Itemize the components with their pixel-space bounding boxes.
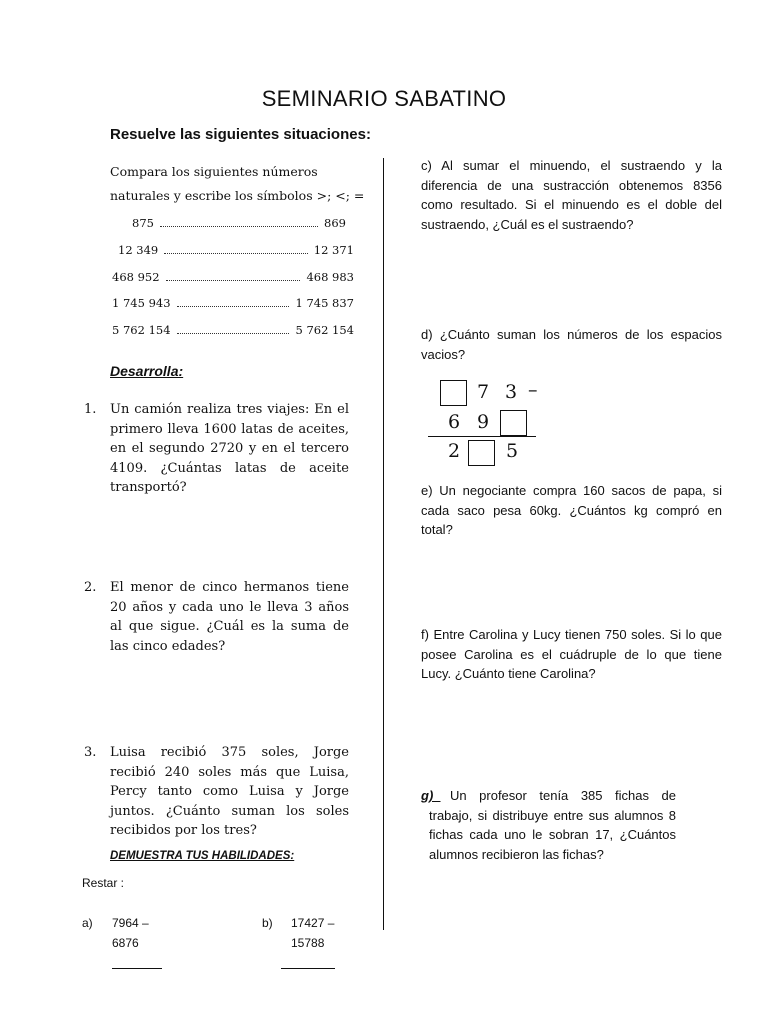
compare-right-number: 5 762 154 — [295, 323, 354, 337]
puzzle-digit: 2 — [448, 440, 461, 462]
compare-right-number: 869 — [324, 216, 346, 230]
compare-left-number: 468 952 — [112, 270, 160, 284]
question-g-text: Un profesor tenía 385 fichas de trabajo, si distribuye entre sus alumnos 8 fichas cada uno le sobran 17, ¿Cuántos alumnos recibieron las fichas? — [429, 788, 676, 862]
puzzle-blank-box[interactable] — [468, 440, 495, 466]
compare-blank[interactable] — [160, 218, 318, 227]
problem-item — [84, 400, 349, 498]
question-c: c) Al sumar el minuendo, el sustraendo y la diferencia de una sustracción obtenemos 8356 como resultado. Si el minuendo es el doble del sustraendo, ¿Cuál es el sustraendo? — [421, 158, 722, 232]
compare-intro-line-2: naturales y escribe los símbolos >; <; = — [110, 188, 365, 203]
problem-item — [84, 743, 349, 841]
exercise-a-answer-line[interactable] — [112, 968, 162, 969]
puzzle-digit: 9 — [477, 411, 490, 433]
puzzle-digit: 3 — [505, 381, 518, 403]
compare-row — [108, 270, 354, 284]
question-e: e) Un negociante compra 160 sacos de papa, si cada saco pesa 60kg. ¿Cuántos kg compró en total? — [421, 483, 722, 537]
problem-number: 2. — [84, 580, 97, 595]
exercise-b-answer-line[interactable] — [281, 968, 335, 969]
compare-row — [108, 243, 354, 257]
question-g-label: g)_ — [421, 788, 441, 803]
compare-row — [108, 323, 354, 337]
skills-heading: DEMUESTRA TUS HABILIDADES: — [110, 850, 295, 862]
problem-item — [84, 578, 349, 656]
compare-right-number: 468 983 — [306, 270, 354, 284]
problem-text: El menor de cinco hermanos tiene 20 años y cada uno le lleva 3 años al que sigue. ¿Cuál es la suma de las cinco edades? — [110, 580, 349, 654]
question-g — [421, 786, 676, 864]
exercise-b-label: b) — [262, 916, 273, 930]
problem-number: 3. — [84, 745, 97, 760]
question-f: f) Entre Carolina y Lucy tienen 750 soles. Si lo que posee Carolina es el cuádruple de lo que tiene Lucy. ¿Cuánto tiene Carolina? — [421, 627, 722, 681]
compare-blank[interactable] — [164, 245, 308, 254]
compare-blank[interactable] — [177, 298, 290, 307]
develop-heading: Desarrolla: — [110, 363, 184, 379]
exercise-a-top: 7964 – — [112, 916, 149, 930]
exercise-a-label: a) — [82, 916, 93, 930]
exercise-a-bottom: 6876 — [112, 936, 139, 950]
exercise-b-bottom: 15788 — [291, 936, 325, 950]
compare-row — [108, 216, 346, 230]
instructions-heading: Resuelve las siguientes situaciones: — [110, 126, 371, 143]
compare-row — [108, 296, 354, 310]
puzzle-blank-box[interactable] — [500, 410, 527, 436]
compare-instructions — [110, 160, 365, 208]
compare-left-number: 1 745 943 — [112, 296, 171, 310]
exercise-b-top: 17427 – — [291, 916, 335, 930]
question-d: d) ¿Cuánto suman los números de los espacios vacios? — [421, 327, 722, 362]
compare-right-number: 12 371 — [313, 243, 354, 257]
puzzle-digit: 6 — [448, 411, 461, 433]
puzzle-minus-sign: – — [528, 379, 538, 401]
compare-intro-line-1: Compara los siguientes números — [110, 164, 318, 179]
compare-left-number: 5 762 154 — [112, 323, 171, 337]
subtract-label: Restar : — [82, 876, 125, 890]
problem-text: Un camión realiza tres viajes: En el primero lleva 1600 latas de aceites, en el segundo 2720 y en el tercero 4109. ¿Cuántas latas de aceite transportó? — [110, 402, 349, 495]
subtraction-puzzle — [420, 378, 550, 473]
puzzle-blank-box[interactable] — [440, 380, 467, 406]
page-title: SEMINARIO SABATINO — [261, 86, 507, 111]
problem-number: 1. — [84, 402, 97, 417]
column-divider — [383, 158, 384, 930]
puzzle-digit: 5 — [506, 440, 519, 462]
compare-blank[interactable] — [166, 272, 301, 281]
compare-blank[interactable] — [177, 325, 290, 334]
compare-left-number: 12 349 — [118, 243, 159, 257]
puzzle-result-line — [428, 436, 536, 437]
compare-left-number: 875 — [132, 216, 154, 230]
compare-right-number: 1 745 837 — [295, 296, 354, 310]
puzzle-digit: 7 — [477, 381, 490, 403]
problem-text: Luisa recibió 375 soles, Jorge recibió 240 soles más que Luisa, Percy tanto como Luisa y Jorge juntos. ¿Cuánto suman los soles recibidos por los tres? — [110, 745, 349, 838]
